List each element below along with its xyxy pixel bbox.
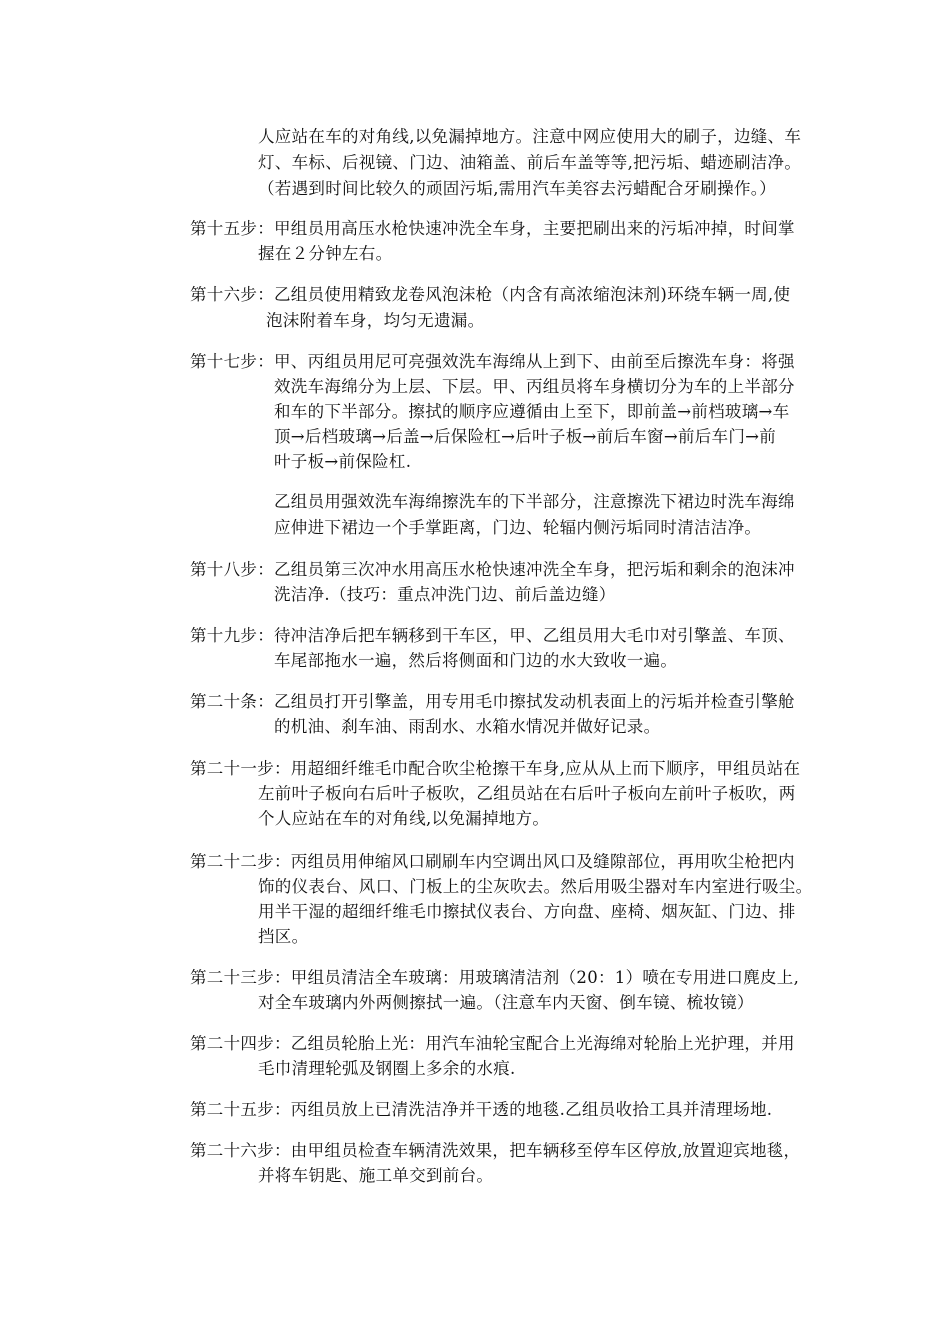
- text-line: 的机油、刹车油、雨刮水、水箱水情况并做好记录。: [274, 717, 661, 736]
- step-17-heading: 第十七步：甲、丙组员用尼可亮强效洗车海绵从上到下、由前至后擦洗车身：将强: [190, 352, 795, 371]
- text-line: 挡区。: [258, 927, 309, 946]
- text-line: 左前叶子板向右后叶子板吹，乙组员站在右后叶子板向左前叶子板吹，两: [258, 784, 796, 803]
- text-line: 乙组员用强效洗车海绵擦洗车的下半部分，注意擦洗下裙边时洗车海绵: [274, 492, 795, 511]
- text-line: （若遇到时间比较久的顽固污垢,需用汽车美容去污蜡配合牙刷操作。）: [258, 179, 777, 198]
- step-18-heading: 第十八步：乙组员第三次冲水用高压水枪快速冲洗全车身，把污垢和剩余的泡沫冲: [190, 560, 795, 579]
- text-line: 和车的下半部分。擦拭的顺序应遵循由上至下，即前盖→前档玻璃→车: [274, 402, 790, 421]
- text-line: 洗洁净.（技巧：重点冲洗门边、前后盖边缝）: [274, 585, 616, 604]
- step-26-heading: 第二十六步：由甲组员检查车辆清洗效果，把车辆移至停车区停放,放置迎宾地毯，: [190, 1141, 801, 1160]
- text-line: 效洗车海绵分为上层、下层。甲、丙组员将车身横切分为车的上半部分: [274, 377, 795, 396]
- text-line: 饰的仪表台、风口、门板上的尘灰吹去。然后用吸尘器对车内室进行吸尘。: [258, 877, 813, 896]
- text-line: 用半干湿的超细纤维毛巾擦拭仪表台、方向盘、座椅、烟灰缸、门边、排: [258, 902, 796, 921]
- text-line: 应伸进下裙边一个手掌距离，门边、轮辐内侧污垢同时清洁洁净。: [274, 518, 762, 537]
- step-21-heading: 第二十一步：用超细纤维毛巾配合吹尘枪擦干车身,应从从上而下顺序，甲组员站在: [190, 759, 801, 778]
- text-line: 叶子板→前保险杠.: [274, 452, 412, 471]
- text-line: 顶→后档玻璃→后盖→后保险杠→后叶子板→前后车窗→前后车门→前: [274, 427, 777, 446]
- step-15-heading: 第十五步：甲组员用高压水枪快速冲洗全车身，主要把刷出来的污垢冲掉，时间掌: [190, 219, 795, 238]
- text-line: 握在２分钟左右。: [258, 244, 393, 263]
- step-23-heading: 第二十三步：甲组员清洁全车玻璃：用玻璃清洁剂（20：1）喷在专用进口麂皮上,: [190, 968, 800, 987]
- text-line: 毛巾清理轮弧及钢圈上多余的水痕.: [258, 1059, 516, 1078]
- step-25-heading: 第二十五步：丙组员放上已清洗洁净并干透的地毯.乙组员收拾工具并清理场地.: [190, 1100, 773, 1119]
- step-24-heading: 第二十四步：乙组员轮胎上光：用汽车油轮宝配合上光海绵对轮胎上光护理，并用: [190, 1034, 795, 1053]
- text-line: 车尾部拖水一遍，然后将侧面和门边的水大致收一遍。: [274, 651, 678, 670]
- step-19-heading: 第十九步：待冲洁净后把车辆移到干车区，甲、乙组员用大毛巾对引擎盖、车顶、: [190, 626, 795, 645]
- text-line: 人应站在车的对角线,以免漏掉地方。注意中网应使用大的刷子，边缝、车: [258, 127, 802, 146]
- text-line: 灯、车标、后视镜、门边、油箱盖、前后车盖等等,把污垢、蜡迹刷洁净。: [258, 153, 802, 172]
- step-16-heading: 第十六步：乙组员使用精致龙卷风泡沫枪（内含有高浓缩泡沫剂)环绕车辆一周,使: [190, 285, 791, 304]
- text-line: 个人应站在车的对角线,以免漏掉地方。: [258, 809, 550, 828]
- text-line: 并将车钥匙、施工单交到前台。: [258, 1166, 494, 1185]
- step-22-heading: 第二十二步：丙组员用伸缩风口刷刷车内空调出风口及缝隙部位，再用吹尘枪把内: [190, 852, 795, 871]
- step-20-heading: 第二十条：乙组员打开引擎盖，用专用毛巾擦拭发动机表面上的污垢并检查引擎舱: [190, 692, 795, 711]
- text-line: 泡沫附着车身，均匀无遗漏。: [266, 311, 485, 330]
- text-line: 对全车玻璃内外两侧擦拭一遍。（注意车内天窗、倒车镜、梳妆镜）: [258, 993, 754, 1012]
